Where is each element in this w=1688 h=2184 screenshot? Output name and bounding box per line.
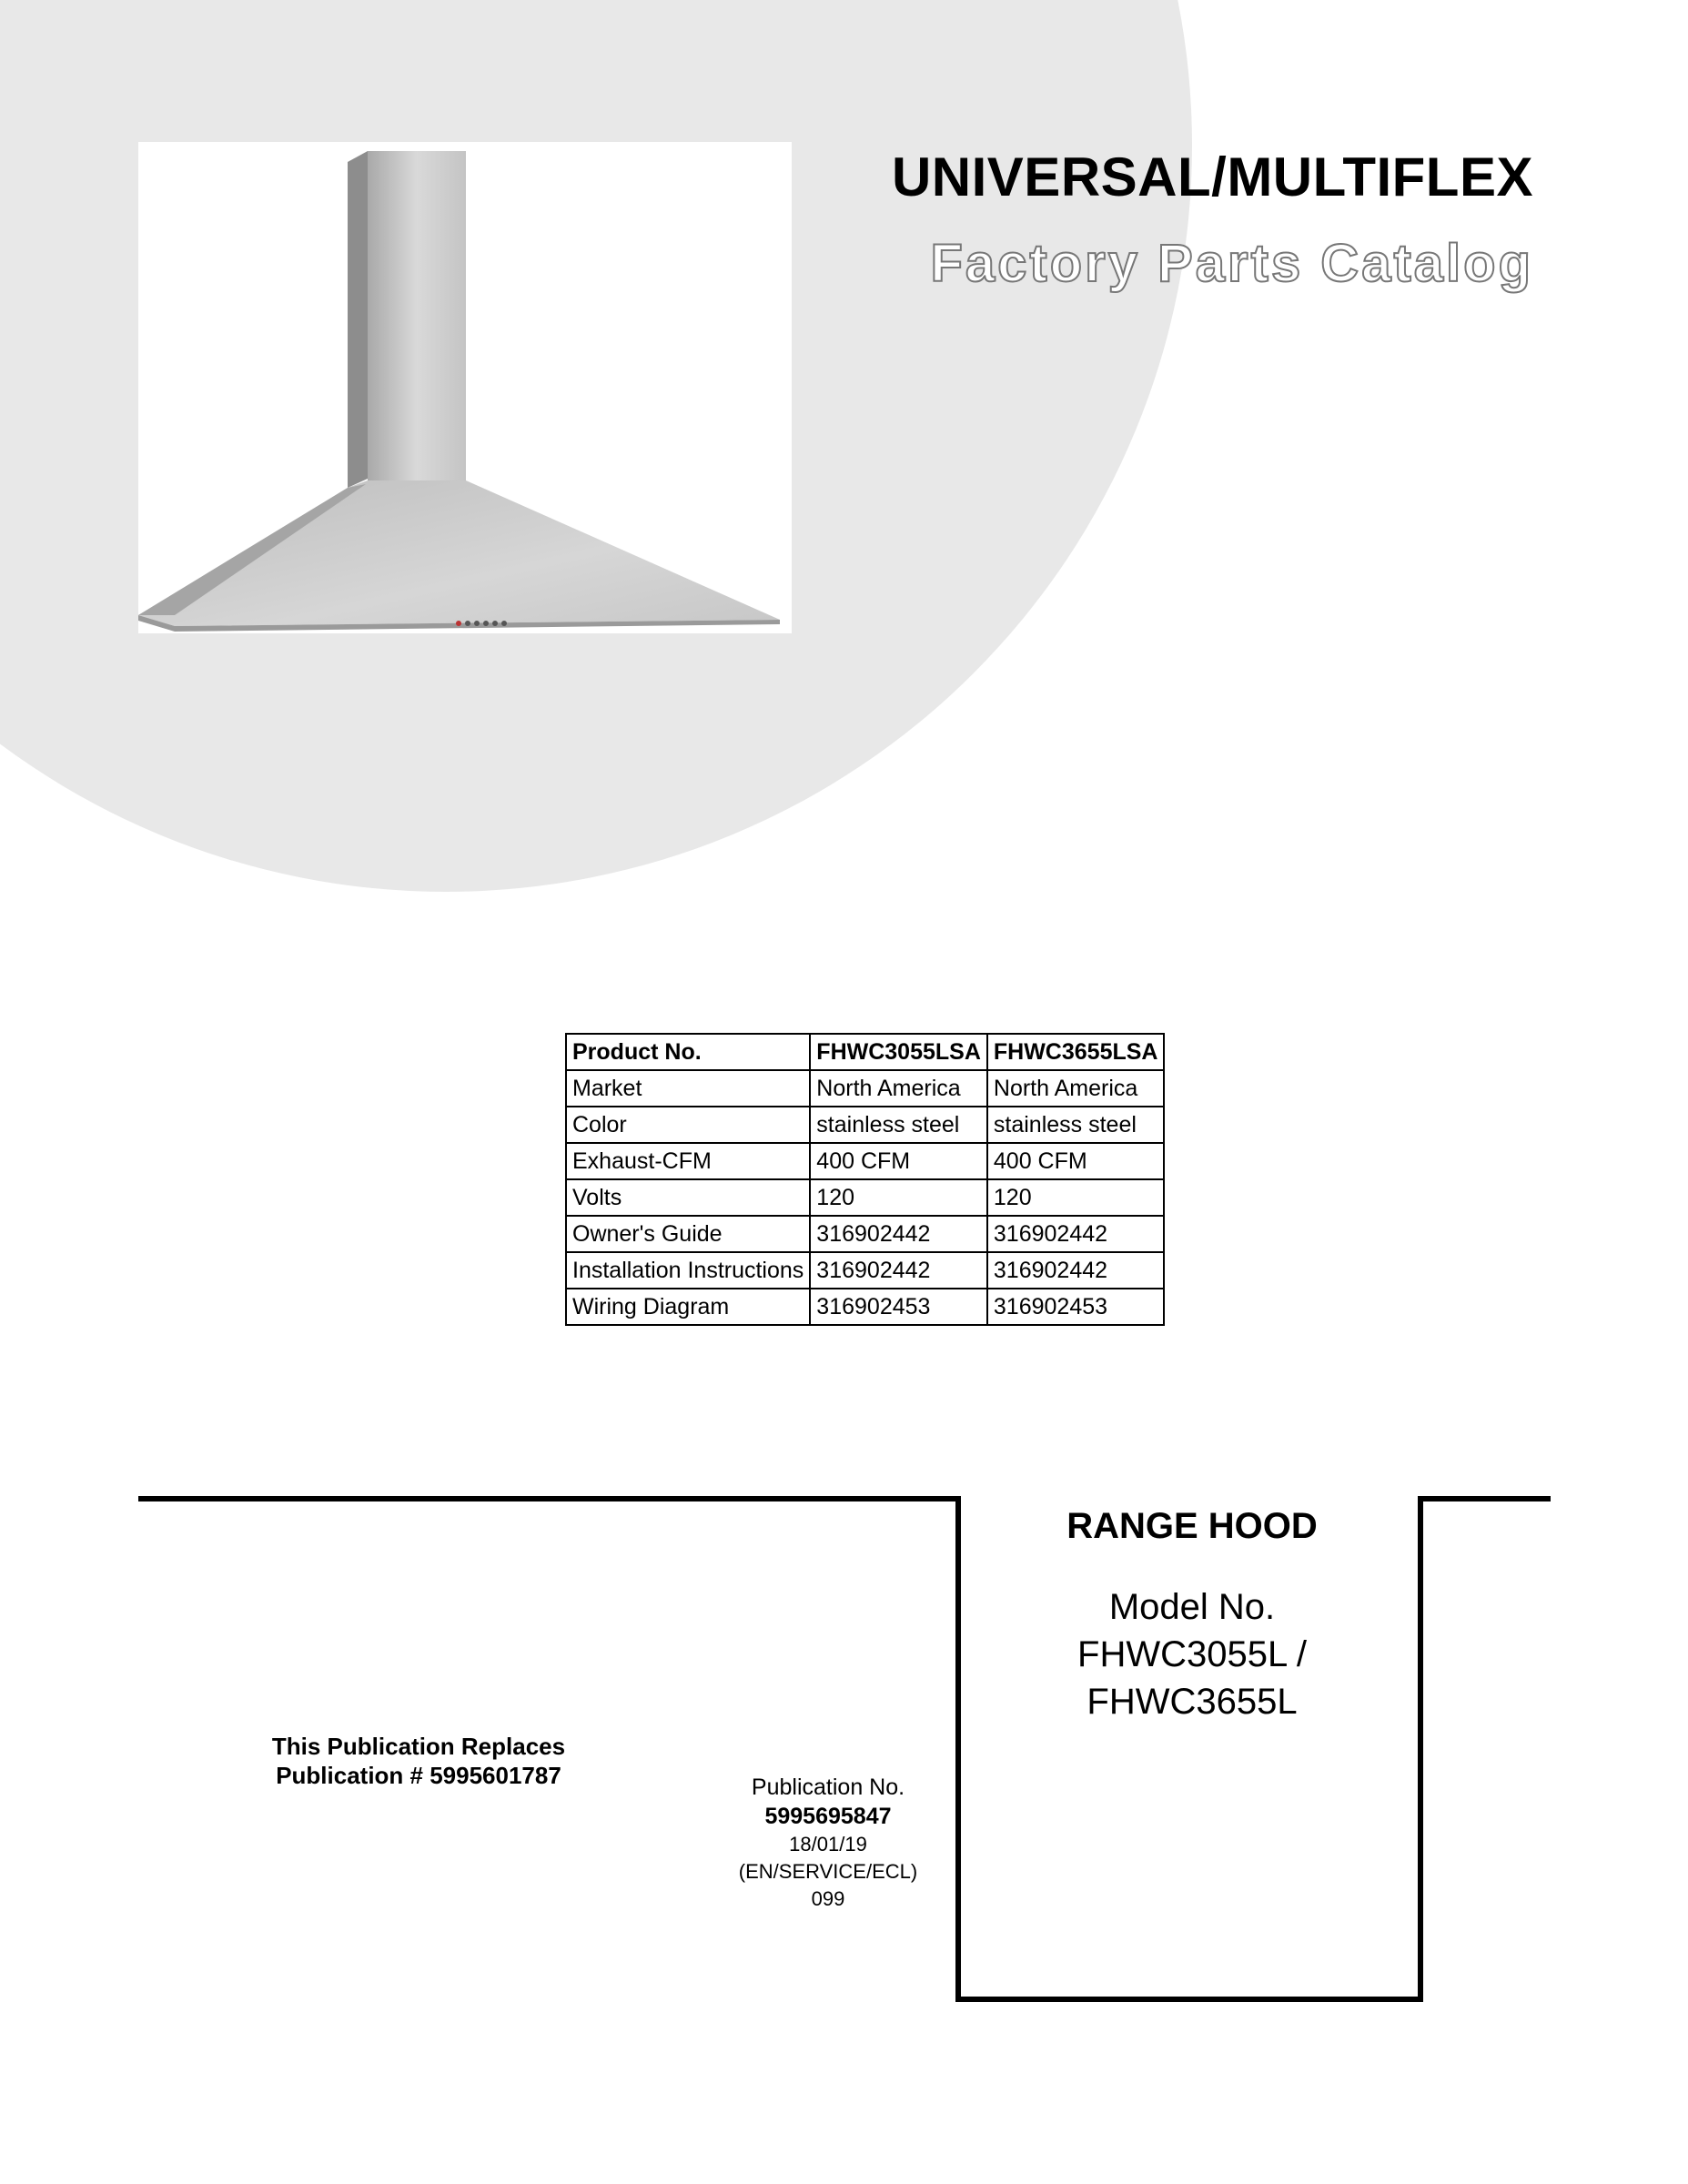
spec-value: 316902442	[810, 1216, 987, 1252]
frame-line-left-top	[138, 1496, 961, 1502]
table-row	[566, 1070, 1164, 1107]
spec-label: Wiring Diagram	[566, 1289, 810, 1325]
spec-value: stainless steel	[810, 1107, 987, 1143]
spec-value: FHWC3055LSA	[810, 1034, 987, 1070]
catalog-subtitle: Factory Parts Catalog	[930, 234, 1533, 293]
table-row	[566, 1107, 1164, 1143]
table-row	[566, 1034, 1164, 1070]
spec-label: Market	[566, 1070, 810, 1107]
spec-value: 316902442	[987, 1216, 1165, 1252]
spec-value: 400 CFM	[810, 1143, 987, 1179]
table-row	[566, 1179, 1164, 1216]
spec-label: Owner's Guide	[566, 1216, 810, 1252]
spec-value: 316902442	[987, 1252, 1165, 1289]
frame-line-left-drop	[955, 1496, 961, 2002]
model-label: Model No.	[1108, 1587, 1276, 1627]
spec-value: 400 CFM	[987, 1143, 1165, 1179]
model-block	[965, 1583, 1420, 1725]
replaces-line-1: This Publication Replaces	[271, 1733, 566, 1760]
model-number-1: FHWC3055L /	[1077, 1634, 1307, 1674]
brand-title: UNIVERSAL/MULTIFLEX	[891, 147, 1533, 207]
spec-value: 120	[810, 1179, 987, 1216]
spec-label: Color	[566, 1107, 810, 1143]
spec-label: Volts	[566, 1179, 810, 1216]
product-photo	[138, 142, 792, 633]
spec-value: North America	[987, 1070, 1165, 1107]
frame-line-bottom	[955, 1997, 1423, 2002]
range-hood-icon	[138, 142, 792, 633]
replaces-note	[227, 1732, 610, 1790]
table-row	[566, 1252, 1164, 1289]
table-row	[566, 1216, 1164, 1252]
replaces-line-2: Publication # 5995601787	[276, 1762, 561, 1789]
range-hood-box	[965, 1502, 1420, 1725]
spec-label: Product No.	[566, 1034, 810, 1070]
spec-value: 316902442	[810, 1252, 987, 1289]
spec-value: FHWC3655LSA	[987, 1034, 1165, 1070]
range-hood-title: RANGE HOOD	[1066, 1506, 1318, 1546]
publication-date: 18/01/19	[789, 1833, 867, 1855]
publication-info	[710, 1773, 946, 1913]
table-row	[566, 1143, 1164, 1179]
spec-value: North America	[810, 1070, 987, 1107]
spec-value: 316902453	[810, 1289, 987, 1325]
model-number-2: FHWC3655L	[1087, 1682, 1298, 1722]
specs-table	[565, 1033, 1165, 1326]
spec-label: Installation Instructions	[566, 1252, 810, 1289]
publication-label: Publication No.	[751, 1774, 905, 1800]
publication-rev: 099	[811, 1887, 845, 1910]
spec-value: 316902453	[987, 1289, 1165, 1325]
spec-value: 120	[987, 1179, 1165, 1216]
spec-label: Exhaust-CFM	[566, 1143, 810, 1179]
publication-number: 5995695847	[764, 1804, 892, 1829]
spec-value: stainless steel	[987, 1107, 1165, 1143]
publication-code: (EN/SERVICE/ECL)	[738, 1860, 918, 1883]
frame-line-right-top	[1418, 1496, 1551, 1502]
table-row	[566, 1289, 1164, 1325]
